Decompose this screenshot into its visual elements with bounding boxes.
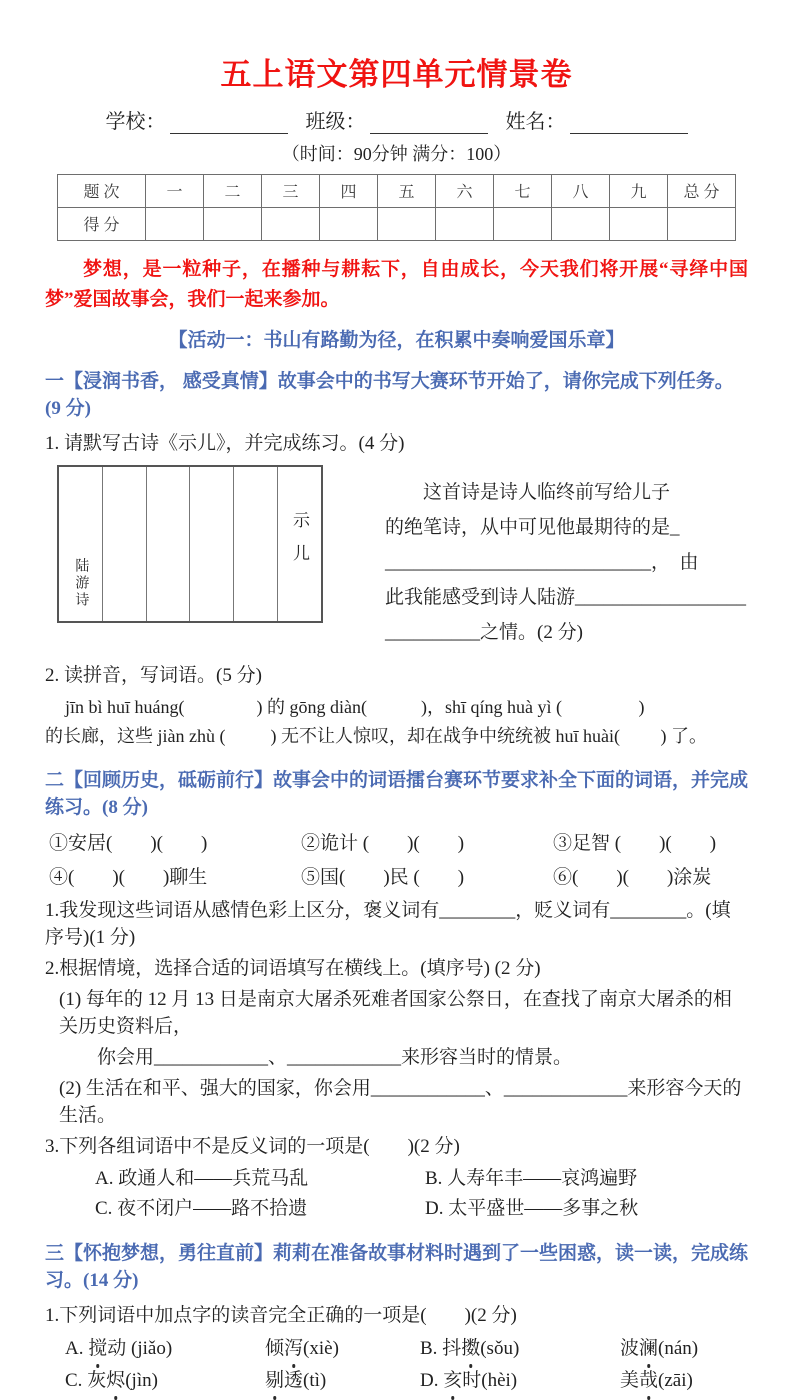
poem-analysis-line: 这首诗是诗人临终前写给儿子 bbox=[385, 481, 671, 503]
word-completion-item: ⑥( )( )涂炭 bbox=[553, 866, 712, 888]
poem-author: 陆游诗 bbox=[73, 557, 89, 609]
word-completion-item: ③足智 ( )( ) bbox=[553, 832, 717, 854]
s2-q2-item2: (2) 生活在和平、强大的国家，你会用____________、_____________来形容今天的生活。 bbox=[59, 1077, 742, 1126]
score-table-score-row bbox=[58, 207, 736, 240]
score-table-header-cell: 六 bbox=[436, 174, 494, 207]
s1-q1-text: 1. 请默写古诗《示儿》，并完成练习。(4 分) bbox=[45, 432, 405, 454]
poem-analysis-line: __________之情。(2 分) bbox=[385, 621, 583, 643]
section-1-heading: 一【浸润书香， 感受真情】故事会中的书写大赛环节开始了，请你完成下列任务。(9 分) bbox=[45, 370, 734, 419]
word-completion-item: ⑤国( )民 ( ) bbox=[301, 866, 465, 888]
word-completion-row bbox=[49, 863, 748, 892]
word-post: (sǒu) bbox=[480, 1337, 520, 1359]
score-table-header-row bbox=[58, 174, 736, 207]
word-post: 时(hèi) bbox=[462, 1369, 518, 1391]
dotted-char: 亥 bbox=[443, 1365, 462, 1397]
score-table bbox=[57, 174, 736, 241]
word-completion-item: ④( )( )聊生 bbox=[49, 866, 208, 888]
s2-q3-option-row bbox=[95, 1164, 748, 1194]
score-cell bbox=[204, 207, 262, 240]
poem-section bbox=[57, 465, 748, 650]
score-table-header-cell: 七 bbox=[494, 174, 552, 207]
name-blank bbox=[570, 113, 688, 134]
s2-q3-option-c: C. 夜不闭户——路不拾遗 bbox=[95, 1197, 308, 1219]
poem-column bbox=[233, 467, 277, 621]
s3-q1-option-d-word2 bbox=[620, 1365, 693, 1397]
word-completion-item: ①安居( )( ) bbox=[49, 832, 208, 854]
word-pre: 灰 bbox=[87, 1369, 107, 1391]
poem-column bbox=[189, 467, 233, 621]
score-cell bbox=[262, 207, 320, 240]
word-post: (nán) bbox=[658, 1337, 699, 1359]
score-table-header-cell: 八 bbox=[552, 174, 610, 207]
s3-q1-option-b bbox=[420, 1333, 620, 1365]
score-table-header-cell: 三 bbox=[262, 174, 320, 207]
word-completion-item: ②诡计 ( )( ) bbox=[301, 832, 465, 854]
page-title: 五上语文第四单元情景卷 bbox=[220, 57, 573, 92]
s3-q1-option-c bbox=[65, 1365, 265, 1397]
section-3-heading: 三【怀抱梦想，勇往直前】莉莉在准备故事材料时遇到了一些困惑，读一读，完成练习。(14 分) bbox=[45, 1242, 749, 1291]
s3-q1-option-a-word2 bbox=[265, 1333, 420, 1365]
s3-q1-option-b-word2 bbox=[620, 1333, 698, 1365]
s2-q3-text: 3.下列各组词语中不是反义词的一项是( )(2 分) bbox=[45, 1135, 460, 1157]
score-table-header-cell: 题 次 bbox=[58, 174, 146, 207]
name-label: 姓名： bbox=[505, 110, 566, 133]
score-table-header-cell: 四 bbox=[320, 174, 378, 207]
class-blank bbox=[370, 113, 488, 134]
word-post: 动 (jiǎo) bbox=[107, 1337, 173, 1359]
school-label: 学校： bbox=[105, 110, 166, 133]
score-table-header-cell: 九 bbox=[610, 174, 668, 207]
s3-q1-option-a bbox=[65, 1333, 265, 1365]
option-label: D. bbox=[420, 1369, 444, 1391]
option-label: B. bbox=[420, 1337, 443, 1359]
dotted-char: 剔 bbox=[265, 1365, 284, 1397]
score-table-header-cell: 二 bbox=[204, 174, 262, 207]
poem-analysis-line: 此我能感受到诗人陆游__________________ bbox=[385, 586, 747, 608]
score-cell bbox=[146, 207, 204, 240]
word-post: (jìn) bbox=[125, 1369, 158, 1391]
poem-analysis bbox=[385, 465, 748, 650]
word-pre: 抖 bbox=[442, 1337, 462, 1359]
score-cell bbox=[494, 207, 552, 240]
s3-q1-option-row bbox=[65, 1365, 748, 1397]
s2-q3-option-a: A. 政通人和——兵荒马乱 bbox=[95, 1167, 309, 1189]
score-cell bbox=[378, 207, 436, 240]
s2-q3-option-b: B. 人寿年丰——哀鸿遍野 bbox=[425, 1167, 638, 1189]
s3-q1-option-c-word2 bbox=[265, 1365, 420, 1397]
s2-q3-option-row bbox=[95, 1194, 748, 1224]
s1-q2-pinyin-line-2: 的长廊，这些 jiàn zhù ( ) 无不让人惊叹，却在战争中统统被 huī huài( ) 了。 bbox=[45, 725, 707, 746]
poem-column bbox=[146, 467, 190, 621]
time-score-line: （时间：90分钟 满分：100） bbox=[281, 143, 512, 164]
word-pre: 美 bbox=[620, 1369, 640, 1391]
s2-q2-text: 2.根据情境，选择合适的词语填写在横线上。(填序号) (2 分) bbox=[45, 957, 541, 979]
student-info-row bbox=[45, 105, 748, 134]
dotted-char: 哉 bbox=[639, 1365, 658, 1397]
dotted-char: 泻 bbox=[284, 1333, 303, 1365]
s3-q1-text: 1.下列词语中加点字的读音完全正确的一项是( )(2 分) bbox=[45, 1304, 517, 1326]
word-post: (zāi) bbox=[658, 1369, 693, 1391]
score-cell bbox=[610, 207, 668, 240]
score-table-header-cell: 一 bbox=[146, 174, 204, 207]
dotted-char: 澜 bbox=[639, 1333, 658, 1365]
s2-q2-item1-line2: 你会用____________、____________来形容当时的情景。 bbox=[97, 1046, 573, 1068]
poem-column-title bbox=[277, 467, 321, 621]
word-completion-row bbox=[49, 829, 748, 858]
s2-q1-text: 1.我发现这些词语从感情色彩上区分，褒义词有________，贬义词有________。(填序号)(1 分) bbox=[45, 899, 731, 948]
poem-title: 示儿 bbox=[290, 510, 310, 577]
score-cell bbox=[320, 207, 378, 240]
word-pre: 波 bbox=[620, 1337, 640, 1359]
score-cell bbox=[436, 207, 494, 240]
score-cell bbox=[552, 207, 610, 240]
intro-paragraph: 梦想，是一粒种子，在播种与耕耘下，自由成长，今天我们将开展“寻绎中国梦”爱国故事会，我们一起来参加。 bbox=[45, 258, 748, 310]
school-blank bbox=[170, 113, 288, 134]
dotted-char: 搅 bbox=[88, 1333, 107, 1365]
word-pre: 倾 bbox=[265, 1337, 285, 1359]
s3-q1-option-row bbox=[65, 1333, 748, 1365]
word-post: (xiè) bbox=[303, 1337, 339, 1359]
word-post: 透(tì) bbox=[284, 1369, 327, 1391]
activity-heading: 【活动一：书山有路勤为径，在积累中奏响爱国乐章】 bbox=[168, 329, 625, 351]
option-label: A. bbox=[65, 1337, 89, 1359]
score-cell bbox=[668, 207, 736, 240]
score-row-label: 得 分 bbox=[58, 207, 146, 240]
s2-q3-option-d: D. 太平盛世——多事之秋 bbox=[425, 1197, 639, 1219]
s1-q2-pinyin-line-1: jīn bì huī huáng( ) 的 gōng diàn( )，shī qíng huà yì ( ) bbox=[65, 696, 645, 717]
poem-analysis-line: ____________________________， 由 bbox=[385, 551, 699, 573]
score-table-header-cell: 五 bbox=[378, 174, 436, 207]
dotted-char: 烬 bbox=[106, 1365, 125, 1397]
poem-writing-grid bbox=[57, 465, 323, 623]
poem-column-author bbox=[59, 467, 102, 621]
score-table-header-cell: 总 分 bbox=[668, 174, 736, 207]
poem-column bbox=[102, 467, 146, 621]
option-label: C. bbox=[65, 1369, 88, 1391]
section-2-heading: 二【回顾历史，砥砺前行】故事会中的词语擂台赛环节要求补全下面的词语，并完成练习。(8 分) bbox=[45, 769, 749, 818]
dotted-char: 擞 bbox=[461, 1333, 480, 1365]
class-label: 班级： bbox=[305, 110, 366, 133]
s1-q2-text: 2. 读拼音，写词语。(5 分) bbox=[45, 664, 262, 686]
s2-q2-item1-line1: (1) 每年的 12 月 13 日是南京大屠杀死难者国家公祭日，在查找了南京大屠杀的相关历史资料后， bbox=[59, 988, 732, 1037]
s3-q1-option-d bbox=[420, 1365, 620, 1397]
poem-analysis-line: 的绝笔诗，从中可见他最期待的是_ bbox=[385, 516, 680, 538]
